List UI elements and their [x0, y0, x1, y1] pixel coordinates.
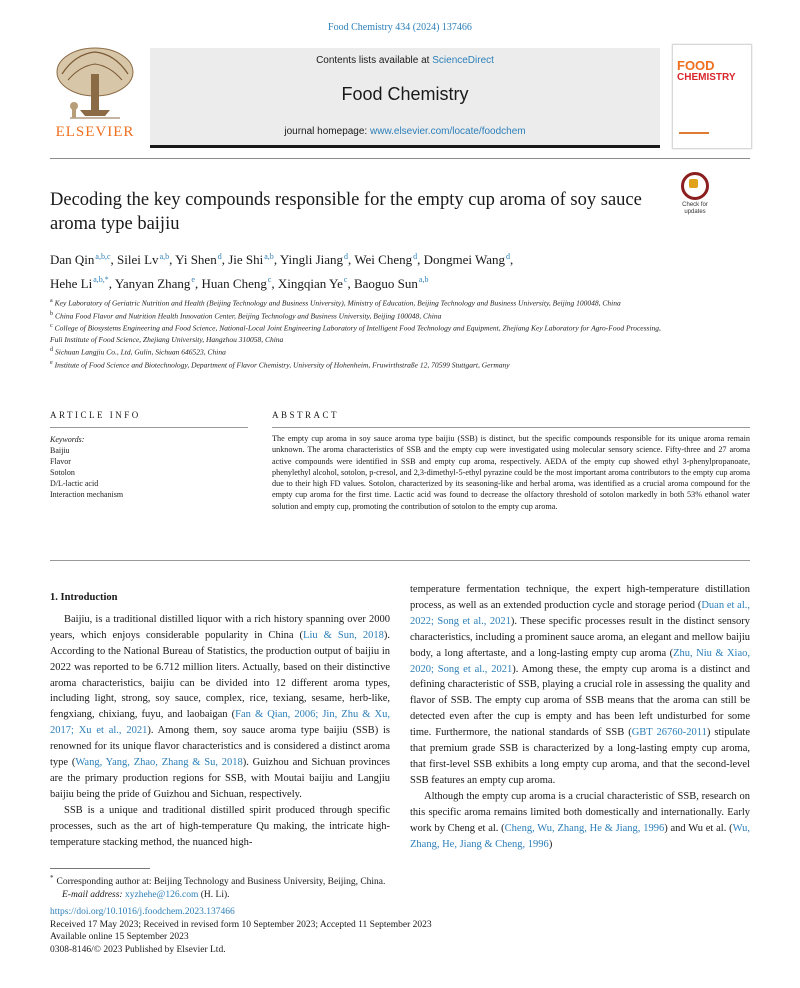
affiliation: $^c$ College of Biosystems Engineering and Food Science, National-Local Joint Engineering Laboratory of Intelligent Food Technology and Equipment, Zhejiang Key Laboratory for Agro-Food Processing, Fuli Institute of Food Science, Zhejiang University, Hangzhou 310058, China: [50, 323, 661, 345]
homepage-prefix: journal homepage:: [284, 126, 370, 137]
check-updates-icon: [681, 172, 709, 200]
homepage-link[interactable]: www.elsevier.com/locate/foodchem: [370, 126, 526, 137]
keyword: Interaction mechanism: [50, 490, 124, 499]
author[interactable]: Huan Cheng$^c$,: [201, 275, 278, 291]
section-title: 1. Introduction: [50, 592, 118, 603]
affiliation: $^b$ China Food Flavor and Nutrition Health Innovation Center, Beijing Technology and Business University, Beijing 100048, China: [50, 310, 442, 321]
cover-stripe: [679, 132, 709, 134]
badge-line-1: Check for: [682, 202, 708, 208]
article-info-rule: [50, 427, 248, 428]
cover-title-line2: CHEMISTRY: [677, 72, 736, 83]
cover-title-line1: FOOD: [677, 58, 715, 73]
cover-title: [677, 60, 747, 84]
author[interactable]: Wei Cheng$^d$,: [354, 252, 424, 268]
abstract-text: The empty cup aroma in soy sauce aroma type baijiu (SSB) is distinct, but the specific compounds responsible for its unique aroma remain unknown. The aroma characteristics of SSB and the empty cup were investigated using molecular sensory science. Fifty-three and 27 aroma active compounds were identified in SSB and empty cup aroma, respectively. AEDA of the empty cup showed ethyl 3-phenylpropanoate, phenylethyl alcohol, sotolon, p-cresol, and 2,3-dimethyl-5-ethyl pyrazine could be the most important aroma contributors to the empty cup aroma due to their high FD values. Sotolon, characterized by its seasoning-like and herbal aroma, was identified as a crucial aroma compound for the empty cup aroma for the first time. Lactic acid was found to decrease the olfactory threshold of sotolon markedly in both 53% ethanol water solution and empty cup, promoting the contribution of sotolon to the empty cup aroma.: [272, 434, 750, 511]
article-info-heading: ARTICLE INFO: [50, 410, 141, 420]
footnote-rule: [50, 868, 150, 869]
author[interactable]: Dongmei Wang$^d$,: [423, 252, 514, 268]
title-top-rule: [50, 158, 750, 159]
journal-name: Food Chemistry: [341, 84, 469, 104]
publication-info: [50, 906, 650, 956]
email-line: E-mail address: xyzhehe@126.com (H. Li).: [62, 890, 230, 901]
doi-link[interactable]: https://doi.org/10.1016/j.foodchem.2023.137466: [50, 907, 235, 917]
abstract-bottom-rule: [50, 560, 750, 561]
keyword: Baijiu: [50, 446, 70, 455]
received-dates: Received 17 May 2023; Received in revised form 10 September 2023; Accepted 11 September 2023: [50, 919, 432, 930]
corresponding-footnote: [50, 872, 650, 902]
copyright: 0308-8146/© 2023 Published by Elsevier Ltd.: [50, 944, 226, 955]
running-header[interactable]: Food Chemistry 434 (2024) 137466: [328, 22, 472, 33]
author[interactable]: Xingqian Ye$^c$,: [277, 275, 354, 291]
elsevier-tree-icon: [50, 44, 140, 122]
author[interactable]: Jie Shi$^{a,b}$,: [228, 252, 280, 268]
author[interactable]: Yanyan Zhang$^e$,: [114, 275, 202, 291]
citation-link[interactable]: GBT 26760-2011: [631, 727, 707, 739]
citation-link[interactable]: Zhu, Niu & Xiao, 2020; Song et al., 2021: [410, 647, 750, 675]
check-for-updates-badge[interactable]: [673, 172, 717, 215]
contents-prefix: Contents lists available at: [316, 55, 433, 66]
keyword: D/L-lactic acid: [50, 479, 99, 488]
abstract-heading: ABSTRACT: [272, 410, 340, 420]
keywords-block: [50, 434, 248, 500]
badge-line-2: updates: [684, 209, 706, 215]
email-link[interactable]: xyzhehe@126.com: [124, 890, 199, 901]
keyword: Sotolon: [50, 468, 75, 477]
available-online: Available online 15 September 2023: [50, 932, 189, 943]
affiliation: $^e$ Institute of Food Science and Biotechnology, Department of Flavor Chemistry, University of Hohenheim, Fruwirthstraße 12, 70599 Stuttgart, Germany: [50, 360, 510, 370]
author[interactable]: Baoguo Sun$^{a,b}$: [353, 275, 429, 291]
affiliation-list: [50, 296, 670, 371]
contents-line: [150, 55, 660, 66]
affiliation: $^d$ Sichuan Langjiu Co., Ltd, Gulin, Sichuan 646523, China: [50, 347, 226, 357]
sciencedirect-link[interactable]: ScienceDirect: [432, 55, 494, 66]
paragraph: temperature fermentation technique, the expert high-temperature distillation process, as well as an extended production cycle and storage period (Duan et al., 2022; Song et al., 2021). These specific processes result in the distinct sensory characteristics, including a prominent sauce aroma, an elegant and mellow baijiu body, a long aftertaste, and a long-lasting empty cup aroma (Zhu, Niu & Xiao, 2020; Song et al., 2021). Among these, the empty cup aroma is a distinct and defining characteristic of SSB, playing a crucial role in assessing the quality and flavor of SSB. The empty cup aroma of SSB means that the aroma can still be detected even after the cup is empty and has been left undisturbed for some time. Furthermore, the national standards of SSB (GBT 26760-2011) stipulate that premium grade SSB is characterized by a long-lasting empty cup aroma, that first-level SSB exhibits a long empty cup aroma, and that the second-level SSB features an empty cup aroma.: [410, 584, 751, 786]
elsevier-logo: [50, 44, 140, 144]
citation-link[interactable]: Liu & Sun, 2018: [303, 629, 384, 641]
journal-homepage: [150, 126, 660, 137]
affiliation: $^a$ Key Laboratory of Geriatric Nutrition and Health (Beijing Technology and Business University), Ministry of Education, Beijing Technology and Business University, Beijing 100048, China: [50, 298, 621, 308]
citation-link[interactable]: Wang, Yang, Zhao, Zhang & Su, 2018: [75, 757, 243, 769]
keywords-label: Keywords:: [50, 435, 85, 444]
publisher-name: ELSEVIER: [55, 124, 135, 140]
citation-link[interactable]: Fan & Qian, 2006; Jin, Zhu & Xu, 2017; Xu et al., 2021: [50, 709, 390, 737]
author-list: [50, 247, 690, 294]
badge-text: [673, 202, 717, 216]
author[interactable]: Hehe $Li^{a,b,*}$,: [50, 275, 115, 291]
body-right-column: [410, 582, 750, 852]
corresponding-author: * Corresponding author at: Beijing Technology and Business University, Beijing, China.: [50, 874, 386, 888]
citation-link[interactable]: Duan et al., 2022; Song et al., 2021: [410, 599, 751, 627]
body-left-column: [50, 590, 390, 851]
paragraph: Although the empty cup aroma is a crucial characteristic of SSB, research on this specific aroma remains limited both domestically and internationally. Early work by Cheng et al. (Cheng, Wu, Zhang, He & Jiang, 1996) and Wu et al. (Wu, Zhang, He, Jiang & Cheng, 1996): [410, 790, 750, 850]
citation-link[interactable]: Cheng, Wu, Zhang, He & Jiang, 1996: [504, 822, 665, 834]
article-title: Decoding the key compounds responsible for the empty cup aroma of soy sauce aroma type baijiu: [50, 190, 642, 234]
journal-cover: [672, 44, 752, 149]
abstract-rule: [272, 427, 750, 428]
keyword: Flavor: [50, 457, 71, 466]
author[interactable]: Dan Qin$^{a,b,c}$,: [50, 252, 118, 268]
paragraph: Baijiu, is a traditional distilled liquor with a rich history spanning over 2000 years, which enjoys considerable popularity in China (Liu & Sun, 2018). According to the National Bureau of Statistics, the production output of baijiu in 2022 was reported to be 6.712 million liters. Actually, based on their distinctive aroma characteristics, baijiu can be divided into 12 different aroma types, including light, strong, soy sauce, complex, rice, texiang, sesame, herb-like, fengxiang, chixiang, fuyu, and laobaigan (Fan & Qian, 2006; Jin, Zhu & Xu, 2017; Xu et al., 2021). Among them, soy sauce aroma type baijiu (SSB) is renowned for its unique flavor characteristics and is considered a distinct aroma type (Wang, Yang, Zhao, Zhang & Su, 2018). Guizhou and Sichuan provinces are the primary production regions for SSB, with Moutai baijiu and Langjiu baijiu being the pride of Guizhou and Sichuan, respectively.: [50, 613, 390, 800]
author[interactable]: Yi Shen$^d$,: [175, 252, 229, 268]
paragraph: SSB is a unique and traditional distilled spirit produced through specific processes, such as the art of high-temperature Qu making, the intricate high-temperature stacking method, the nuanced high-: [50, 804, 390, 848]
author[interactable]: Yingli Jiang$^d$,: [279, 252, 355, 268]
author[interactable]: Silei Lv$^{a,b}$,: [117, 252, 176, 268]
citation-link[interactable]: Wu, Zhang, He, Jiang & Cheng, 1996: [410, 822, 750, 850]
